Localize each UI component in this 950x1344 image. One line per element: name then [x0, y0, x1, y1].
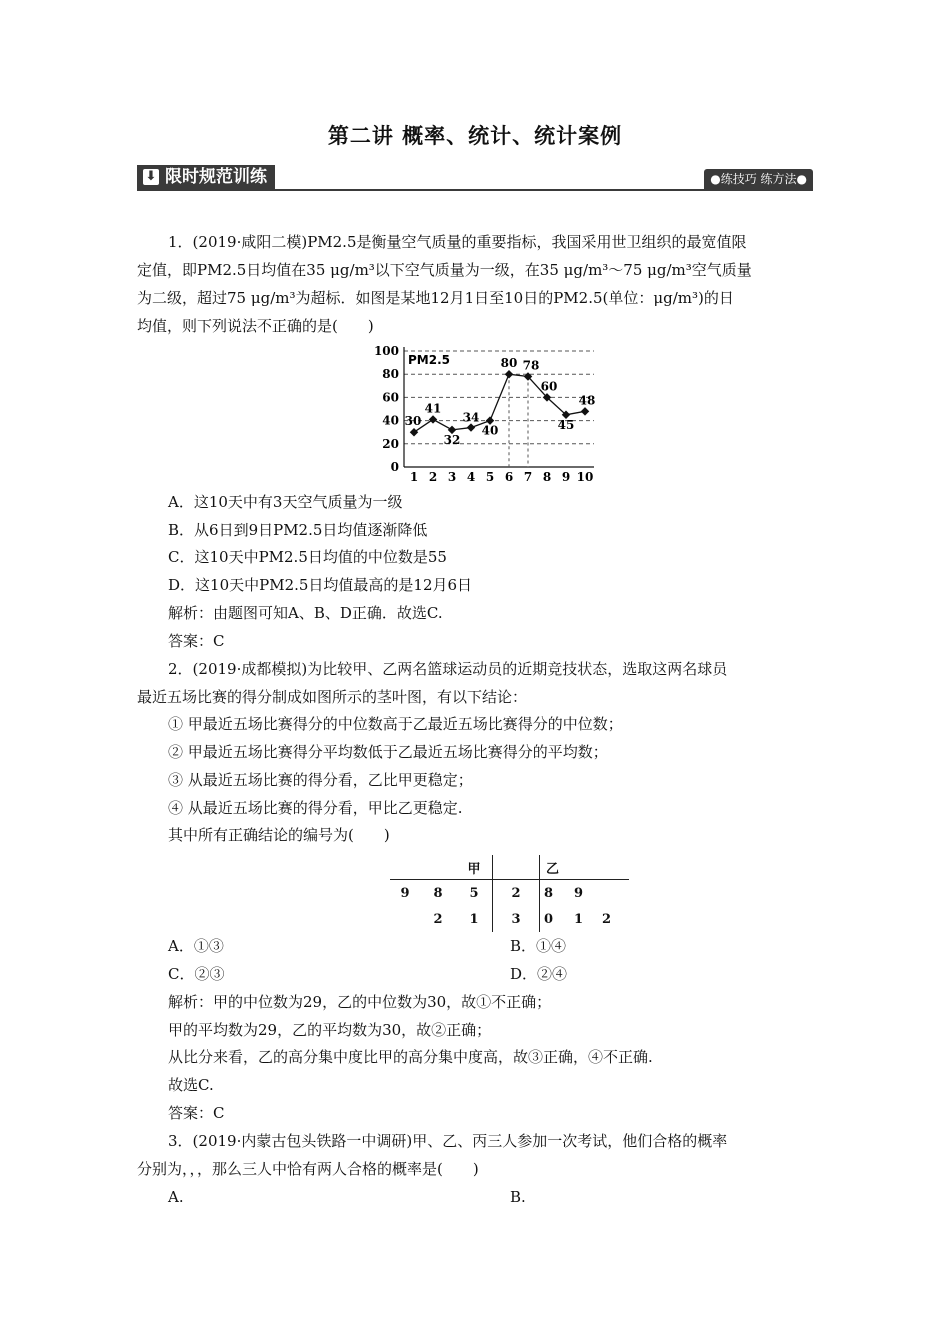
- y-tick-label: 0: [390, 460, 399, 474]
- q2-statement: ① 甲最近五场比赛得分的中位数高于乙最近五场比赛得分的中位数；: [168, 715, 623, 733]
- q1-option: B．从6日到9日PM2.5日均值逐渐降低: [168, 521, 428, 539]
- q1-option: D．这10天中PM2.5日均值最高的是12月6日: [168, 576, 473, 594]
- data-point: [429, 415, 437, 423]
- data-label: 30: [404, 414, 422, 429]
- y-tick-label: 20: [382, 436, 399, 451]
- q2-option: B．①④: [510, 937, 567, 955]
- q2-answer: 答案：C: [168, 1104, 225, 1122]
- x-tick-label: 9: [561, 470, 571, 484]
- leaf: 0: [544, 911, 554, 927]
- q1-option: C．这10天中PM2.5日均值的中位数是55: [168, 548, 447, 566]
- leaf: 1: [456, 906, 493, 932]
- x-tick-label: 6: [504, 470, 514, 484]
- q2-analysis: 解析：甲的中位数为29，乙的中位数为30，故①不正确；: [168, 993, 552, 1011]
- data-point: [505, 370, 513, 378]
- q3-option: A.: [168, 1188, 184, 1206]
- y-tick-label: 100: [373, 344, 399, 358]
- leaf: 5: [456, 880, 493, 907]
- leaf: 2: [602, 911, 612, 927]
- banner-left: [137, 165, 275, 189]
- leaf: 9: [574, 885, 584, 901]
- y-tick-label: 60: [382, 390, 399, 405]
- q1-line: 均值，则下列说法不正确的是( ): [137, 317, 374, 335]
- x-tick-label: 7: [523, 470, 533, 484]
- q1-line: 定值，即PM2.5日均值在35 μg/m³以下空气质量为一级，在35 μg/m³～75 μg/m³空气质量: [137, 261, 752, 279]
- data-label: 32: [443, 432, 461, 447]
- stem-leaf-plot: [390, 855, 629, 932]
- q2-analysis: 从比分来看，乙的高分集中度比甲的高分集中度高，故③正确，④不正确.: [168, 1048, 653, 1066]
- leaf: 8: [544, 885, 554, 901]
- q1-analysis: 解析：由题图可知A、B、D正确．故选C.: [168, 604, 443, 622]
- q2-analysis: 甲的平均数为29，乙的平均数为30，故②正确；: [168, 1021, 492, 1039]
- stem: 2: [493, 880, 540, 907]
- left-header: 甲: [456, 855, 493, 880]
- x-tick-label: 5: [485, 470, 495, 484]
- x-tick-label: 2: [428, 470, 438, 484]
- data-point: [581, 407, 589, 415]
- data-label: 45: [557, 417, 575, 432]
- x-tick-label: 10: [576, 470, 594, 484]
- stem: 3: [493, 906, 540, 932]
- right-header: 乙: [546, 861, 560, 877]
- q2-statement: ③ 从最近五场比赛的得分看，乙比甲更稳定；: [168, 771, 473, 789]
- data-label: 48: [578, 393, 596, 408]
- data-label: 60: [540, 379, 558, 394]
- leaf: 8: [433, 885, 443, 901]
- data-point: [467, 423, 475, 431]
- q1-option: A．这10天中有3天空气质量为一级: [168, 493, 403, 511]
- data-label: 41: [424, 401, 442, 416]
- down-arrow-icon: ⬇: [143, 169, 159, 185]
- x-tick-label: 3: [447, 470, 457, 484]
- banner-right: ●练技巧 练方法●: [704, 169, 813, 189]
- section-banner: [137, 165, 813, 191]
- y-tick-label: 40: [382, 413, 399, 428]
- q1-line: 为二级，超过75 μg/m³为超标．如图是某地12月1日至10日的PM2.5(单位：μg/m³)的日: [137, 289, 734, 307]
- q2-question: 其中所有正确结论的编号为( ): [168, 826, 390, 844]
- q3-line: 3．(2019·内蒙古包头铁路一中调研)甲、乙、丙三人参加一次考试，他们合格的概率: [168, 1132, 728, 1150]
- q2-option: A．①③: [168, 937, 224, 955]
- x-tick-label: 4: [466, 470, 476, 484]
- q2-line: 2．(2019·成都模拟)为比较甲、乙两名篮球运动员的近期竞技状态，选取这两名球员: [168, 660, 728, 678]
- q2-statement: ④ 从最近五场比赛的得分看，甲比乙更稳定.: [168, 799, 463, 817]
- banner-left-label: 限时规范训练: [165, 167, 267, 187]
- q2-option: C．②③: [168, 965, 225, 983]
- q2-line: 最近五场比赛的得分制成如图所示的茎叶图，有以下结论：: [137, 688, 528, 706]
- q3-option: B.: [510, 1188, 526, 1206]
- data-label: 80: [500, 356, 518, 371]
- leaf: 2: [433, 911, 443, 927]
- leaf: 1: [574, 911, 584, 927]
- data-label: 78: [522, 358, 540, 373]
- stem-leaf-table: [390, 855, 629, 932]
- data-label: 40: [481, 423, 499, 438]
- pm25-line-chart: [372, 342, 604, 486]
- q1-line: 1．(2019·咸阳二模)PM2.5是衡量空气质量的重要指标，我国采用世卫组织的最宽值限: [168, 233, 747, 251]
- data-point: [410, 428, 418, 436]
- y-tick-label: 80: [382, 367, 399, 382]
- x-tick-label: 8: [542, 470, 552, 484]
- chart-title: PM2.5: [408, 353, 450, 367]
- x-tick-label: 1: [409, 470, 419, 484]
- leaf: 9: [400, 885, 410, 901]
- q2-statement: ② 甲最近五场比赛得分平均数低于乙最近五场比赛得分的平均数；: [168, 743, 608, 761]
- banner-divider: [137, 189, 813, 191]
- data-label: 34: [462, 410, 480, 425]
- q2-analysis: 故选C.: [168, 1076, 214, 1094]
- q3-line: 分别为，，，那么三人中恰有两人合格的概率是( ): [137, 1160, 479, 1178]
- page-title: 第二讲 概率、统计、统计案例: [327, 123, 623, 148]
- q1-answer: 答案：C: [168, 632, 225, 650]
- q2-option: D．②④: [510, 965, 568, 983]
